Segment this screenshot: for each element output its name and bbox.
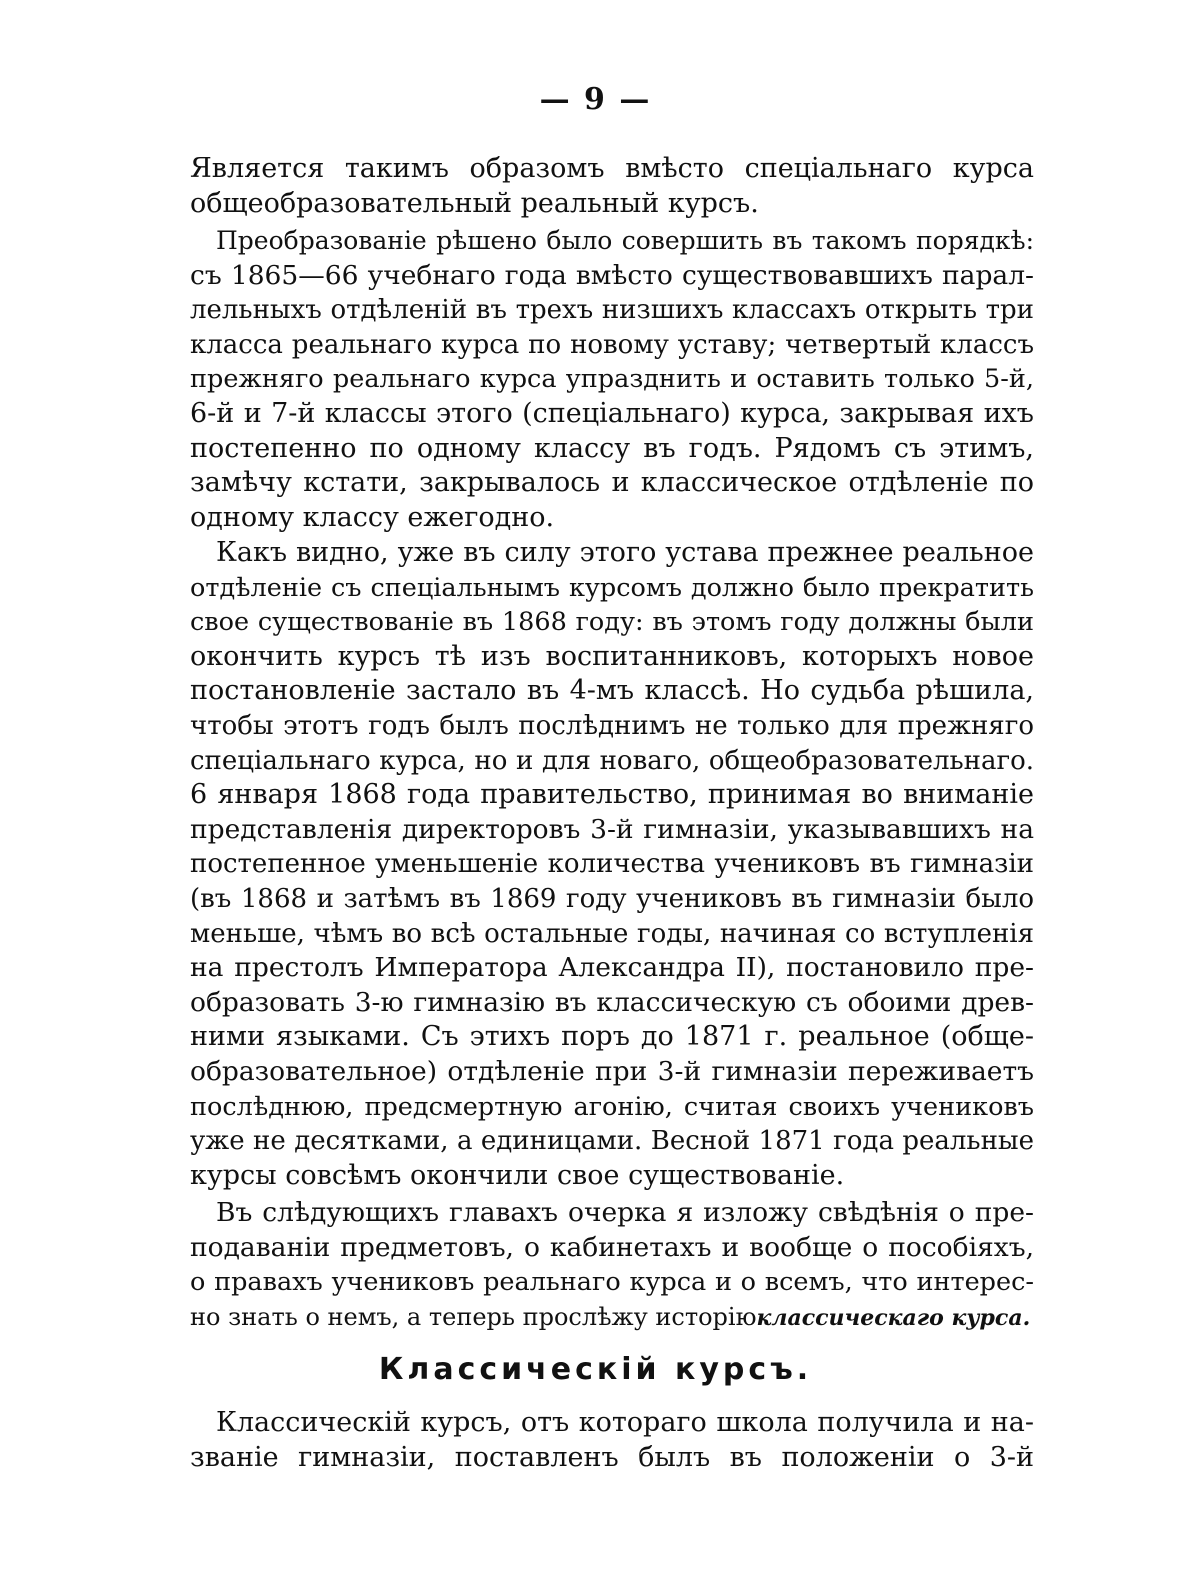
text-line: съ 1865—66 учебнаго года вмѣсто существовавшихъ парал- — [190, 259, 1034, 291]
text-line-start: но знать о немъ, а теперь прослѣжу исторію — [190, 1302, 757, 1331]
text-line: постепенное уменьшеніе количества учениковъ въ гимназіи — [190, 849, 1034, 880]
text-line: подаваніи предметовъ, о кабинетахъ и вообще о пособіяхъ, — [190, 1231, 1034, 1263]
text-line: уже не десятками, а единицами. Весной 1871 года реальные — [190, 1126, 1034, 1157]
text-line: отдѣленіе съ спеціальнымъ курсомъ должно было прекратить — [190, 572, 1034, 603]
paragraph-3 — [190, 536, 1034, 1193]
text-line: одному классу ежегодно. — [190, 501, 555, 533]
text-line: званіе гимназіи, поставленъ былъ въ положеніи о 3-й — [190, 1441, 1034, 1473]
page-number: — 9 — — [539, 82, 652, 117]
text-line: Является такимъ образомъ вмѣсто спеціальнаго курса — [190, 153, 1034, 184]
paragraph-5 — [190, 1406, 1034, 1475]
italic-phrase: классическаго курса. — [756, 1304, 1031, 1331]
text-line: Преобразованіе рѣшено было совершить въ такомъ порядкѣ: — [216, 226, 1034, 255]
text-line: постепенно по одному классу въ годъ. Рядомъ съ этимъ, — [190, 432, 1034, 464]
paragraph-1 — [190, 152, 1034, 221]
text-line: ними языками. Съ этихъ поръ до 1871 г. реальное (обще- — [190, 1021, 1034, 1053]
text-line: (въ 1868 и затѣмъ въ 1869 году учениковъ въ гимназіи было — [190, 883, 1034, 914]
text-line: чтобы этотъ годъ былъ послѣднимъ не только для прежняго — [190, 710, 1034, 741]
text-line: 6-й и 7-й классы этого (спеціальнаго) курса, закрывая ихъ — [190, 397, 1034, 429]
text-line: замѣчу кстати, закрывалось и классическое отдѣленіе по — [190, 467, 1034, 499]
text-line: меньше, чѣмъ во всѣ остальные годы, начиная со вступленія — [190, 918, 1034, 949]
text-line: образовать 3-ю гимназію въ классическую съ обоими древ- — [190, 986, 1034, 1018]
text-line: Какъ видно, уже въ силу этого устава прежнее реальное — [216, 537, 1034, 568]
text-line: послѣднюю, предсмертную агонію, считая своихъ учениковъ — [190, 1091, 1034, 1122]
text-line: на престолъ Императора Александра II), постановило пре- — [190, 952, 1034, 984]
text-line: окончить курсъ тѣ изъ воспитанниковъ, которыхъ новое — [190, 640, 1034, 672]
text-line: Въ слѣдующихъ главахъ очерка я изложу свѣдѣнія о пре- — [216, 1197, 1034, 1228]
text-line: общеобразовательный реальный курсъ. — [190, 187, 759, 219]
text-line: представленія директоровъ 3-й гимназіи, указывавшихъ на — [190, 813, 1034, 845]
text-line: курсы совсѣмъ окончили свое существованіе. — [190, 1159, 845, 1191]
text-line: прежняго реальнаго курса упразднить и оставить только 5-й, — [190, 364, 1034, 395]
text-line: постановленіе застало въ 4-мъ классѣ. Но судьба рѣшила, — [190, 675, 1034, 707]
paragraph-2 — [190, 224, 1034, 535]
paragraph-4 — [190, 1196, 1034, 1334]
text-line-with-italic — [190, 1300, 1034, 1335]
text-line: спеціальнаго курса, но и для новаго, общеобразовательнаго. — [190, 745, 1034, 776]
text-line: 6 января 1868 года правительство, принимая во вниманіе — [190, 779, 1034, 811]
text-line: Классическій курсъ, отъ котораго школа получила и на- — [216, 1407, 1034, 1438]
text-line: о правахъ учениковъ реальнаго курса и о всемъ, что интерес- — [190, 1267, 1034, 1298]
section-heading: Классическій курсъ. — [378, 1352, 813, 1387]
text-line: свое существованіе въ 1868 году: въ этомъ году должны были — [190, 607, 1034, 638]
text-line: образовательное) отдѣленіе при 3-й гимназіи переживаетъ — [190, 1055, 1034, 1087]
text-line: класса реальнаго курса по новому уставу; четвертый классъ — [190, 329, 1034, 360]
text-line: лельныхъ отдѣленій въ трехъ низшихъ классахъ открыть три — [190, 295, 1034, 326]
